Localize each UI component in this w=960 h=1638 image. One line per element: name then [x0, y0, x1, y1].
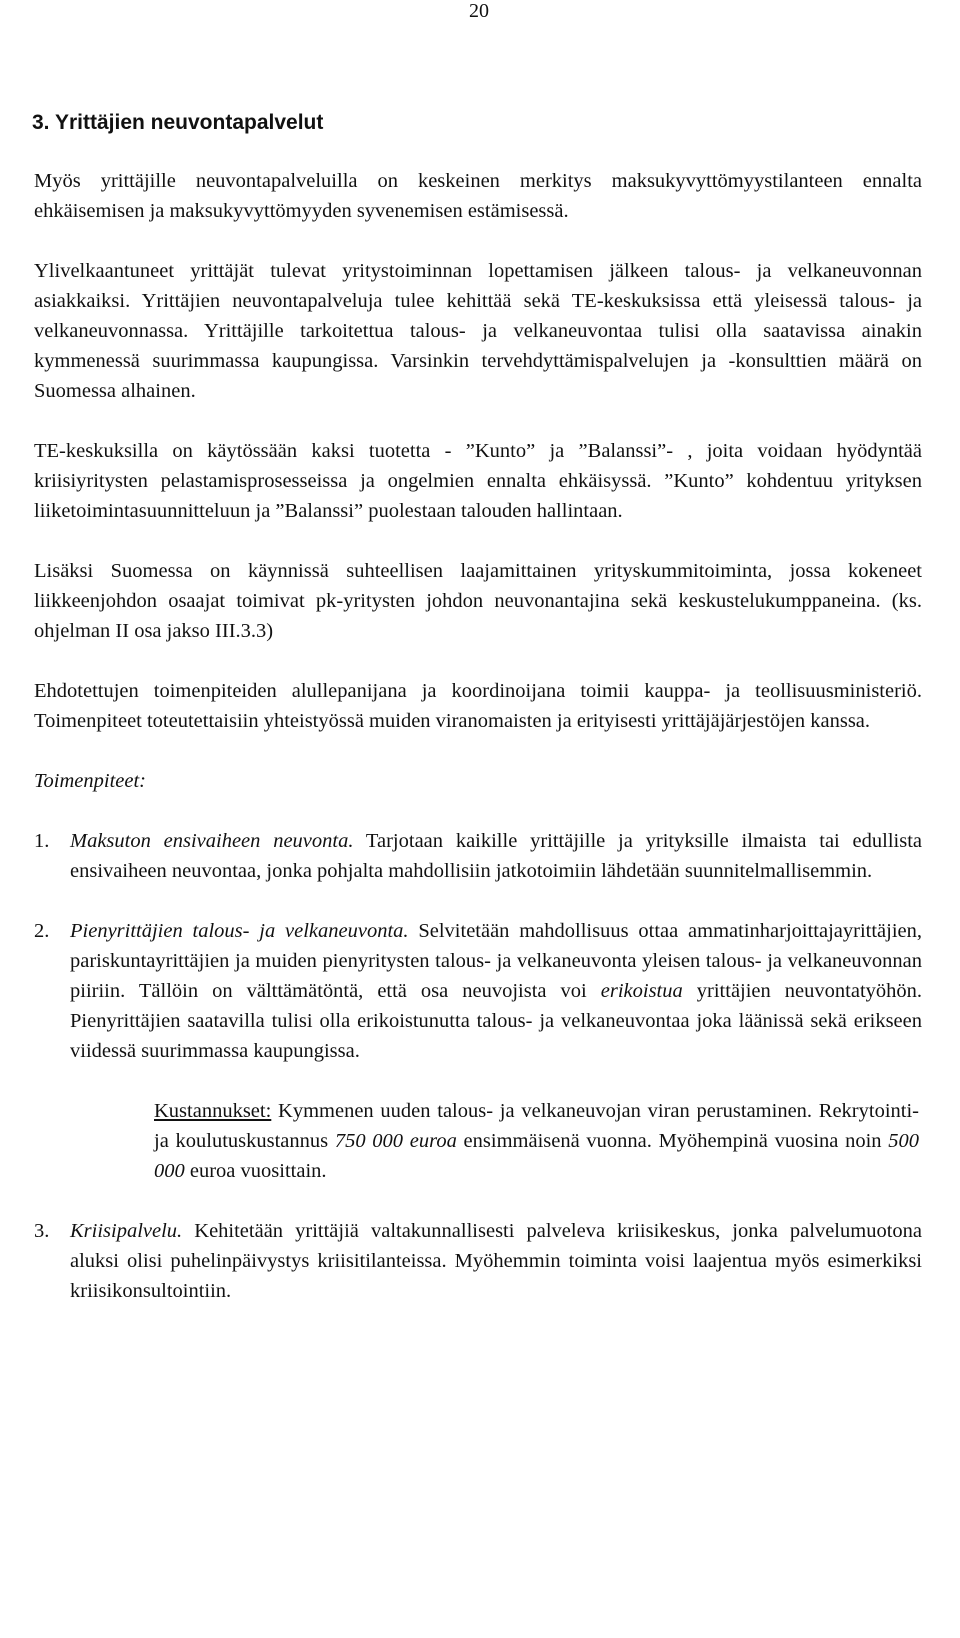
cost-text: Kymmenen uuden talous- ja velkaneuvojan viran perustaminen. Rekrytointi- ja koulutuskustannus [154, 1100, 919, 1152]
paragraph-coordination: Ehdotettujen toimenpiteiden alullepanijana ja koordinoijana toimii kauppa- ja teollisuusministeriö. Toimenpiteet toteutettaisiin yhteistyössä muiden viranomaisten ja erityisesti yrittäjäjärjestöjen kanssa. [34, 680, 922, 732]
measure-body [70, 916, 922, 1066]
document-body [34, 108, 922, 1336]
paragraph-over-indebted: Ylivelkaantuneet yrittäjät tulevat yritystoiminnan lopettamisen jälkeen talous- ja velkaneuvonnan asiakkaiksi. Yrittäjien neuvontapalveluja tulee kehittää sekä TE-keskuksissa että yleisessä talous- ja velkaneuvonnassa. Yrittäjille tarkoitettua talous- ja velkaneuvontaa tulisi olla saatavissa ainakin kymmenessä suurimmassa kaupungissa. Varsinkin tervehdyttämispalvelujen ja -konsulttien määrä on Suomessa alhainen. [34, 260, 922, 402]
measure-title: Kriisipalvelu. [70, 1220, 183, 1242]
cost-label: Kustannukset: [154, 1100, 272, 1122]
measure-item-1 [34, 826, 922, 886]
measure-item-2 [34, 916, 922, 1066]
paragraph-intro: Myös yrittäjille neuvontapalveluilla on keskeinen merkitys maksukyvyttömyystilanteen ennalta ehkäisemisen ja maksukyvyttömyyden syvenemisen estämisessä. [34, 170, 922, 222]
cost-text: ensimmäisenä vuonna. Myöhempinä vuosina noin [456, 1130, 889, 1152]
measure-text-continued: yrittäjien neuvontatyöhön. Pienyrittäjien saatavilla tulisi olla erikoistunutta talous- ja velkaneuvontaa joka läänissä sekä erikseen viidessä suurimmassa kaupungissa. [70, 980, 923, 1062]
paragraph-te-centres: TE-keskuksilla on käytössään kaksi tuotetta - ”Kunto” ja ”Balanssi”- , joita voidaan hyödyntää kriisiyritysten pelastamisprosesseissa ja ongelmien ennalta ehkäisyssä. ”Kunto” kohdentuu yrityksen liiketoimintasuunnitteluun ja ”Balanssi” puolestaan talouden hallintaan. [34, 440, 922, 522]
paragraph-mentoring: Lisäksi Suomessa on käynnissä suhteellisen laajamittainen yrityskummitoiminta, jossa kokeneet liikkeenjohdon osaajat toimivat pk-yritysten johdon neuvonantajina sekä keskustelukumppaneina. (ks. ohjelman II osa jakso III.3.3) [34, 560, 922, 642]
measure-emphasis: erikoistua [600, 980, 683, 1002]
measure-body [70, 1216, 922, 1306]
cost-amount: 500 000 [154, 1130, 919, 1182]
cost-block [154, 1096, 919, 1186]
measures-heading: Toimenpiteet: [34, 770, 146, 792]
measure-number: 2. [34, 920, 50, 942]
cost-text: euroa vuosittain. [184, 1160, 327, 1182]
measure-number: 1. [34, 830, 50, 852]
measure-item-3 [34, 1216, 922, 1306]
measure-text: Tarjotaan kaikille yrittäjille ja yrityksille ilmaista tai edullista ensivaiheen neuvontaa, jonka pohjalta mahdollisiin jatkotoimiin lähdetään suunnitelmallisemmin. [70, 830, 922, 882]
section-title: 3. Yrittäjien neuvontapalvelut [32, 111, 324, 134]
measure-number: 3. [34, 1220, 50, 1242]
measure-title: Pienyrittäjien talous- ja velkaneuvonta. [70, 920, 409, 942]
measure-title: Maksuton ensivaiheen neuvonta. [70, 830, 354, 852]
page-number: 20 [469, 0, 489, 22]
measure-body [70, 826, 922, 886]
cost-amount: 750 000 euroa [334, 1130, 457, 1152]
measure-text: Kehitetään yrittäjiä valtakunnallisesti palveleva kriisikeskus, jonka palvelumuotona aluksi olisi puhelinpäivystys kriisitilanteissa. Myöhemmin toiminta voisi laajentua myös esimerkiksi kriisikonsultointiin. [70, 1220, 922, 1302]
measure-text: Selvitetään mahdollisuus ottaa ammatinharjoittajayrittäjien, pariskuntayrittäjien ja muiden pienyritysten talous- ja velkaneuvonta yleisen talous- ja velkaneuvonnan piiriin. Tällöin on välttämätöntä, että osa neuvojista voi [70, 920, 922, 1002]
